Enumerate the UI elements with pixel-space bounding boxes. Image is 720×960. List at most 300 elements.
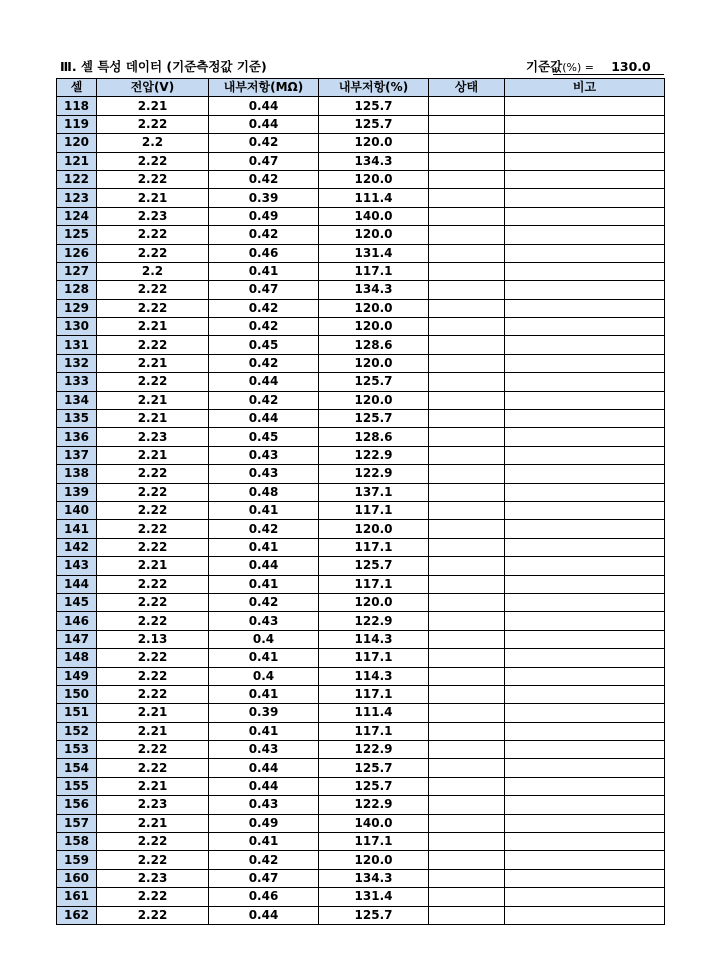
cell-internal-resistance-percent: 128.6 (319, 428, 429, 446)
table-row (57, 704, 665, 722)
cell-internal-resistance: 0.41 (209, 538, 319, 556)
cell-internal-resistance-percent: 134.3 (319, 281, 429, 299)
cell-remarks (505, 318, 665, 336)
cell-voltage: 2.21 (97, 814, 209, 832)
table-row (57, 170, 665, 188)
cell-status (429, 759, 505, 777)
cell-internal-resistance: 0.42 (209, 851, 319, 869)
table-row (57, 777, 665, 795)
cell-status (429, 851, 505, 869)
cell-internal-resistance-percent: 125.7 (319, 115, 429, 133)
cell-remarks (505, 410, 665, 428)
cell-voltage: 2.22 (97, 115, 209, 133)
cell-status (429, 888, 505, 906)
cell-voltage: 2.22 (97, 649, 209, 667)
table-row (57, 115, 665, 133)
cell-remarks (505, 226, 665, 244)
cell-cell-no: 124 (57, 207, 97, 225)
cell-status (429, 152, 505, 170)
cell-cell-no: 150 (57, 685, 97, 703)
cell-voltage: 2.23 (97, 869, 209, 887)
cell-cell-no: 145 (57, 593, 97, 611)
cell-cell-no: 154 (57, 759, 97, 777)
cell-status (429, 814, 505, 832)
cell-status (429, 685, 505, 703)
cell-voltage: 2.22 (97, 299, 209, 317)
cell-voltage: 2.22 (97, 612, 209, 630)
cell-internal-resistance: 0.41 (209, 649, 319, 667)
cell-status (429, 373, 505, 391)
cell-remarks (505, 299, 665, 317)
table-row (57, 833, 665, 851)
cell-cell-no: 141 (57, 520, 97, 538)
table-row (57, 538, 665, 556)
cell-internal-resistance: 0.39 (209, 704, 319, 722)
header-voltage: 전압(V) (97, 79, 209, 97)
cell-cell-no: 134 (57, 391, 97, 409)
table-row (57, 722, 665, 740)
cell-voltage: 2.22 (97, 483, 209, 501)
cell-internal-resistance: 0.49 (209, 814, 319, 832)
table-row (57, 391, 665, 409)
cell-status (429, 630, 505, 648)
cell-internal-resistance-percent: 114.3 (319, 667, 429, 685)
cell-remarks (505, 741, 665, 759)
cell-internal-resistance: 0.43 (209, 446, 319, 464)
cell-cell-no: 161 (57, 888, 97, 906)
cell-status (429, 354, 505, 372)
table-row (57, 557, 665, 575)
cell-cell-no: 139 (57, 483, 97, 501)
cell-remarks (505, 888, 665, 906)
cell-cell-no: 143 (57, 557, 97, 575)
cell-cell-no: 123 (57, 189, 97, 207)
cell-internal-resistance-percent: 120.0 (319, 593, 429, 611)
cell-voltage: 2.22 (97, 373, 209, 391)
cell-status (429, 410, 505, 428)
header-cell-no: 셀 (57, 79, 97, 97)
table-row (57, 299, 665, 317)
cell-internal-resistance-percent: 122.9 (319, 796, 429, 814)
cell-cell-no: 131 (57, 336, 97, 354)
cell-internal-resistance: 0.43 (209, 741, 319, 759)
cell-voltage: 2.23 (97, 796, 209, 814)
cell-voltage: 2.22 (97, 667, 209, 685)
cell-internal-resistance: 0.49 (209, 207, 319, 225)
cell-cell-no: 157 (57, 814, 97, 832)
cell-status (429, 262, 505, 280)
table-row (57, 501, 665, 519)
cell-internal-resistance-percent: 134.3 (319, 869, 429, 887)
cell-internal-resistance-percent: 120.0 (319, 318, 429, 336)
table-row (57, 888, 665, 906)
cell-status (429, 722, 505, 740)
cell-remarks (505, 336, 665, 354)
cell-internal-resistance: 0.42 (209, 593, 319, 611)
cell-voltage: 2.22 (97, 741, 209, 759)
cell-status (429, 226, 505, 244)
cell-remarks (505, 869, 665, 887)
cell-status (429, 667, 505, 685)
cell-internal-resistance-percent: 137.1 (319, 483, 429, 501)
table-row (57, 134, 665, 152)
cell-status (429, 428, 505, 446)
cell-cell-no: 148 (57, 649, 97, 667)
table-row (57, 97, 665, 115)
cell-internal-resistance-percent: 128.6 (319, 336, 429, 354)
cell-status (429, 557, 505, 575)
cell-cell-no: 135 (57, 410, 97, 428)
table-row (57, 869, 665, 887)
cell-internal-resistance: 0.47 (209, 281, 319, 299)
table-row (57, 575, 665, 593)
table-row (57, 207, 665, 225)
cell-voltage: 2.22 (97, 226, 209, 244)
cell-cell-no: 120 (57, 134, 97, 152)
cell-status (429, 115, 505, 133)
cell-voltage: 2.22 (97, 244, 209, 262)
cell-internal-resistance: 0.41 (209, 722, 319, 740)
cell-cell-no: 159 (57, 851, 97, 869)
table-row (57, 649, 665, 667)
cell-internal-resistance-percent: 125.7 (319, 373, 429, 391)
cell-status (429, 520, 505, 538)
cell-remarks (505, 520, 665, 538)
cell-voltage: 2.21 (97, 97, 209, 115)
cell-remarks (505, 557, 665, 575)
document-title: Ⅲ. 셀 특성 데이터 (기준측정값 기준) (60, 59, 267, 74)
cell-data-table (56, 78, 665, 925)
cell-cell-no: 121 (57, 152, 97, 170)
table-row (57, 741, 665, 759)
table-row (57, 630, 665, 648)
cell-internal-resistance-percent: 122.9 (319, 612, 429, 630)
cell-status (429, 207, 505, 225)
cell-internal-resistance: 0.44 (209, 373, 319, 391)
cell-voltage: 2.22 (97, 851, 209, 869)
table-row (57, 796, 665, 814)
cell-remarks (505, 630, 665, 648)
table-row (57, 318, 665, 336)
cell-voltage: 2.22 (97, 906, 209, 924)
cell-status (429, 391, 505, 409)
cell-internal-resistance: 0.44 (209, 557, 319, 575)
cell-remarks (505, 796, 665, 814)
cell-remarks (505, 851, 665, 869)
cell-status (429, 741, 505, 759)
reference-label-text: 기준값 (526, 59, 563, 74)
cell-cell-no: 133 (57, 373, 97, 391)
cell-internal-resistance-percent: 120.0 (319, 134, 429, 152)
cell-cell-no: 130 (57, 318, 97, 336)
cell-internal-resistance-percent: 122.9 (319, 741, 429, 759)
cell-cell-no: 144 (57, 575, 97, 593)
cell-internal-resistance: 0.42 (209, 299, 319, 317)
cell-remarks (505, 465, 665, 483)
cell-internal-resistance-percent: 117.1 (319, 833, 429, 851)
cell-remarks (505, 833, 665, 851)
cell-voltage: 2.21 (97, 189, 209, 207)
cell-internal-resistance: 0.44 (209, 759, 319, 777)
cell-remarks (505, 906, 665, 924)
cell-cell-no: 156 (57, 796, 97, 814)
cell-remarks (505, 593, 665, 611)
cell-internal-resistance-percent: 125.7 (319, 906, 429, 924)
cell-remarks (505, 722, 665, 740)
table-row (57, 483, 665, 501)
cell-status (429, 869, 505, 887)
cell-internal-resistance-percent: 120.0 (319, 354, 429, 372)
cell-voltage: 2.22 (97, 170, 209, 188)
cell-cell-no: 162 (57, 906, 97, 924)
cell-remarks (505, 134, 665, 152)
cell-cell-no: 151 (57, 704, 97, 722)
cell-internal-resistance: 0.42 (209, 520, 319, 538)
table-row (57, 520, 665, 538)
table-row (57, 226, 665, 244)
cell-cell-no: 129 (57, 299, 97, 317)
cell-voltage: 2.22 (97, 759, 209, 777)
cell-status (429, 281, 505, 299)
cell-internal-resistance-percent: 120.0 (319, 299, 429, 317)
reference-label (526, 57, 594, 75)
cell-cell-no: 160 (57, 869, 97, 887)
cell-remarks (505, 207, 665, 225)
cell-internal-resistance: 0.44 (209, 115, 319, 133)
cell-status (429, 336, 505, 354)
cell-voltage: 2.23 (97, 428, 209, 446)
cell-voltage: 2.21 (97, 722, 209, 740)
table-row (57, 814, 665, 832)
cell-voltage: 2.21 (97, 354, 209, 372)
cell-cell-no: 155 (57, 777, 97, 795)
cell-voltage: 2.21 (97, 318, 209, 336)
reference-value-box (526, 57, 664, 75)
cell-internal-resistance: 0.43 (209, 612, 319, 630)
cell-voltage: 2.21 (97, 557, 209, 575)
header-remarks: 비고 (505, 79, 665, 97)
cell-cell-no: 146 (57, 612, 97, 630)
table-body (57, 97, 665, 925)
cell-internal-resistance: 0.42 (209, 226, 319, 244)
cell-remarks (505, 244, 665, 262)
cell-voltage: 2.21 (97, 446, 209, 464)
cell-voltage: 2.22 (97, 593, 209, 611)
cell-internal-resistance-percent: 117.1 (319, 649, 429, 667)
cell-internal-resistance-percent: 120.0 (319, 391, 429, 409)
table-row (57, 373, 665, 391)
cell-internal-resistance-percent: 122.9 (319, 465, 429, 483)
table-header-row (57, 79, 665, 97)
cell-internal-resistance: 0.4 (209, 667, 319, 685)
cell-internal-resistance-percent: 134.3 (319, 152, 429, 170)
cell-status (429, 446, 505, 464)
cell-remarks (505, 428, 665, 446)
cell-voltage: 2.21 (97, 704, 209, 722)
cell-cell-no: 137 (57, 446, 97, 464)
cell-internal-resistance-percent: 117.1 (319, 538, 429, 556)
cell-internal-resistance-percent: 122.9 (319, 446, 429, 464)
cell-remarks (505, 354, 665, 372)
cell-cell-no: 138 (57, 465, 97, 483)
cell-cell-no: 136 (57, 428, 97, 446)
cell-remarks (505, 612, 665, 630)
cell-remarks (505, 685, 665, 703)
cell-voltage: 2.13 (97, 630, 209, 648)
cell-cell-no: 158 (57, 833, 97, 851)
table-row (57, 446, 665, 464)
cell-voltage: 2.22 (97, 336, 209, 354)
cell-internal-resistance-percent: 131.4 (319, 244, 429, 262)
cell-internal-resistance: 0.45 (209, 336, 319, 354)
table-row (57, 593, 665, 611)
cell-internal-resistance-percent: 125.7 (319, 777, 429, 795)
table-row (57, 685, 665, 703)
cell-status (429, 833, 505, 851)
cell-status (429, 575, 505, 593)
table-row (57, 612, 665, 630)
cell-internal-resistance: 0.44 (209, 410, 319, 428)
cell-internal-resistance: 0.42 (209, 354, 319, 372)
cell-internal-resistance: 0.42 (209, 134, 319, 152)
header-status: 상태 (429, 79, 505, 97)
cell-remarks (505, 814, 665, 832)
cell-remarks (505, 649, 665, 667)
cell-cell-no: 122 (57, 170, 97, 188)
cell-internal-resistance-percent: 117.1 (319, 501, 429, 519)
cell-internal-resistance-percent: 125.7 (319, 97, 429, 115)
table-row (57, 152, 665, 170)
cell-remarks (505, 704, 665, 722)
cell-internal-resistance: 0.45 (209, 428, 319, 446)
cell-status (429, 906, 505, 924)
cell-status (429, 777, 505, 795)
cell-cell-no: 127 (57, 262, 97, 280)
cell-internal-resistance-percent: 140.0 (319, 814, 429, 832)
cell-status (429, 189, 505, 207)
cell-cell-no: 140 (57, 501, 97, 519)
cell-internal-resistance: 0.46 (209, 888, 319, 906)
table-row (57, 281, 665, 299)
cell-status (429, 538, 505, 556)
cell-voltage: 2.22 (97, 281, 209, 299)
cell-internal-resistance-percent: 117.1 (319, 262, 429, 280)
cell-status (429, 483, 505, 501)
cell-remarks (505, 262, 665, 280)
cell-remarks (505, 483, 665, 501)
cell-internal-resistance-percent: 120.0 (319, 520, 429, 538)
cell-status (429, 796, 505, 814)
cell-remarks (505, 777, 665, 795)
cell-cell-no: 118 (57, 97, 97, 115)
cell-internal-resistance-percent: 125.7 (319, 759, 429, 777)
cell-voltage: 2.21 (97, 391, 209, 409)
cell-remarks (505, 501, 665, 519)
cell-internal-resistance-percent: 120.0 (319, 170, 429, 188)
cell-status (429, 649, 505, 667)
cell-status (429, 170, 505, 188)
cell-status (429, 318, 505, 336)
reference-underline (553, 74, 664, 75)
cell-status (429, 704, 505, 722)
cell-internal-resistance: 0.42 (209, 170, 319, 188)
cell-voltage: 2.2 (97, 262, 209, 280)
cell-internal-resistance: 0.43 (209, 796, 319, 814)
cell-internal-resistance: 0.44 (209, 777, 319, 795)
cell-remarks (505, 170, 665, 188)
cell-internal-resistance: 0.47 (209, 152, 319, 170)
table-row (57, 189, 665, 207)
cell-internal-resistance: 0.41 (209, 685, 319, 703)
cell-remarks (505, 373, 665, 391)
cell-voltage: 2.22 (97, 685, 209, 703)
cell-status (429, 299, 505, 317)
cell-cell-no: 142 (57, 538, 97, 556)
cell-voltage: 2.21 (97, 410, 209, 428)
cell-internal-resistance: 0.43 (209, 465, 319, 483)
cell-status (429, 97, 505, 115)
cell-internal-resistance: 0.42 (209, 391, 319, 409)
cell-status (429, 244, 505, 262)
cell-cell-no: 125 (57, 226, 97, 244)
cell-internal-resistance: 0.44 (209, 97, 319, 115)
reference-label-suffix: (%) = (562, 61, 594, 74)
cell-internal-resistance: 0.47 (209, 869, 319, 887)
cell-cell-no: 132 (57, 354, 97, 372)
table-row (57, 906, 665, 924)
cell-remarks (505, 115, 665, 133)
cell-internal-resistance-percent: 120.0 (319, 226, 429, 244)
cell-voltage: 2.22 (97, 888, 209, 906)
cell-internal-resistance-percent: 114.3 (319, 630, 429, 648)
cell-voltage: 2.22 (97, 152, 209, 170)
cell-internal-resistance-percent: 131.4 (319, 888, 429, 906)
table-row (57, 851, 665, 869)
cell-status (429, 134, 505, 152)
cell-voltage: 2.22 (97, 501, 209, 519)
cell-remarks (505, 189, 665, 207)
cell-voltage: 2.23 (97, 207, 209, 225)
cell-status (429, 612, 505, 630)
table-row (57, 336, 665, 354)
cell-internal-resistance: 0.39 (209, 189, 319, 207)
cell-internal-resistance-percent: 117.1 (319, 722, 429, 740)
cell-voltage: 2.21 (97, 777, 209, 795)
cell-internal-resistance-percent: 117.1 (319, 575, 429, 593)
cell-internal-resistance: 0.46 (209, 244, 319, 262)
table-row (57, 759, 665, 777)
cell-status (429, 593, 505, 611)
cell-status (429, 465, 505, 483)
table-row (57, 465, 665, 483)
table-row (57, 244, 665, 262)
cell-internal-resistance-percent: 111.4 (319, 189, 429, 207)
cell-remarks (505, 152, 665, 170)
cell-cell-no: 119 (57, 115, 97, 133)
table-row (57, 667, 665, 685)
header-internal-resistance: 내부저항(MΩ) (209, 79, 319, 97)
cell-internal-resistance-percent: 111.4 (319, 704, 429, 722)
cell-remarks (505, 759, 665, 777)
cell-voltage: 2.22 (97, 538, 209, 556)
cell-remarks (505, 97, 665, 115)
cell-remarks (505, 575, 665, 593)
cell-remarks (505, 391, 665, 409)
cell-internal-resistance-percent: 125.7 (319, 410, 429, 428)
cell-cell-no: 128 (57, 281, 97, 299)
cell-internal-resistance-percent: 125.7 (319, 557, 429, 575)
cell-internal-resistance-percent: 120.0 (319, 851, 429, 869)
